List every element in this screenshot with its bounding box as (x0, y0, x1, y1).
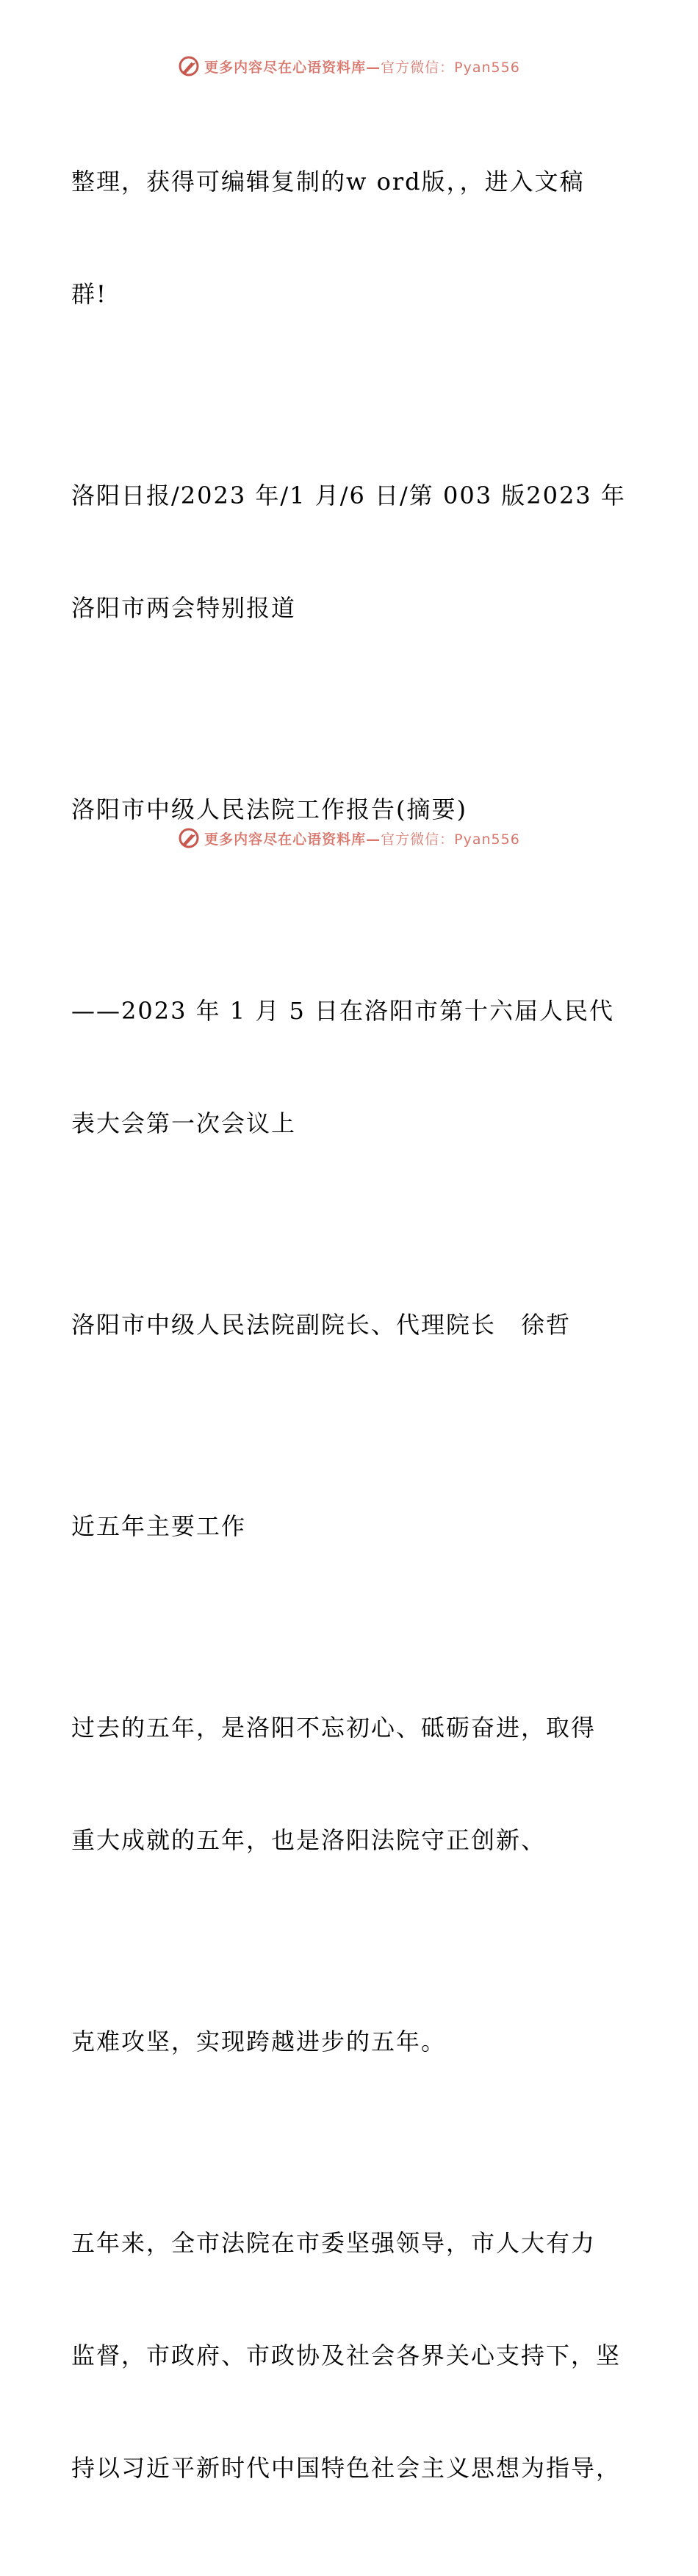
text-line: 过去的五年，是洛阳不忘初心、砥砺奋进，取得 (71, 1714, 597, 1742)
text-line: 重大成就的五年，也是洛阳法院守正创新、 (71, 1826, 547, 1854)
text-line: 洛阳市中级人民法院工作报告(摘要) (71, 795, 467, 823)
header-banner (0, 51, 698, 81)
banner-wechat-text: 官方微信：Pyan556 (381, 59, 520, 76)
text-line: 整理，获得可编辑复制的w ord版，，进入文稿 (71, 168, 585, 196)
paragraph (71, 402, 637, 702)
paragraph (71, 716, 637, 904)
text-line: 洛阳日报/2023 年/1 月/6 日/第 003 版2023 年 (71, 482, 626, 509)
banner-text (204, 57, 520, 76)
paragraph (71, 1231, 637, 1419)
banner-wechat-text: 官方微信：Pyan556 (381, 831, 520, 848)
text-line: 洛阳市中级人民法院副院长、代理院长 徐哲 (71, 1311, 572, 1339)
text-line: 近五年主要工作 (71, 1512, 247, 1540)
paragraph (71, 2150, 637, 2562)
paragraph (71, 1634, 637, 1934)
paragraph (71, 1948, 637, 2136)
paragraph (71, 88, 637, 388)
footer-banner (0, 823, 698, 853)
text-line: 监督，市政府、市政协及社会各界关心支持下，坚 (71, 2341, 622, 2369)
banner-main-text: 更多内容尽在心语资料库 (204, 59, 367, 76)
pen-logo-icon (178, 55, 200, 77)
banner-separator: — (366, 831, 381, 848)
paragraph (71, 1433, 637, 1620)
paragraph (71, 917, 637, 1217)
text-line: 克难攻坚，实现跨越进步的五年。 (71, 2028, 447, 2056)
banner-separator: — (366, 59, 381, 76)
text-line: 洛阳市两会特别报道 (71, 594, 297, 622)
pen-logo-icon (178, 827, 200, 849)
text-line: 表大会第一次会议上 (71, 1109, 297, 1137)
text-line: 群! (71, 280, 107, 308)
text-line: ——2023 年 1 月 5 日在洛阳市第十六届人民代 (71, 997, 615, 1025)
text-line: 持以习近平新时代中国特色社会主义思想为指导， (71, 2454, 622, 2482)
text-line: 五年来，全市法院在市委坚强领导，市人大有力 (71, 2229, 597, 2257)
banner-main-text: 更多内容尽在心语资料库 (204, 831, 367, 848)
document-body (71, 88, 637, 2576)
banner-text (204, 829, 520, 848)
